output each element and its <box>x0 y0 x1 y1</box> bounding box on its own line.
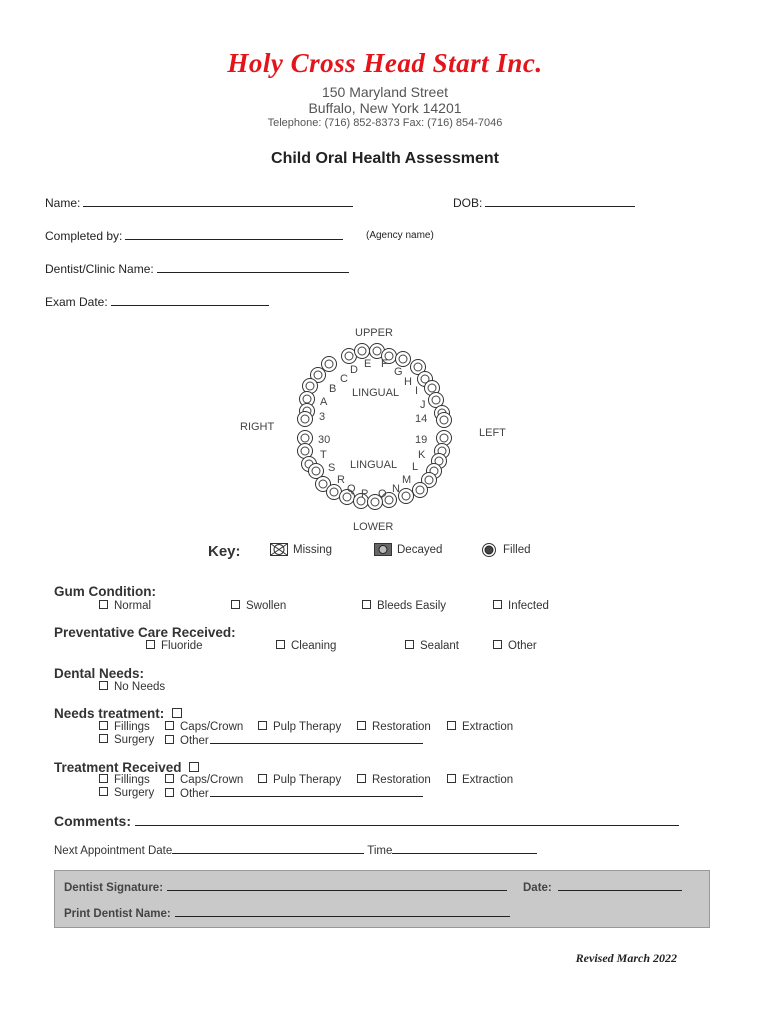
checkbox[interactable] <box>99 681 108 690</box>
tr-other-line[interactable] <box>210 787 423 797</box>
tr-fillings-option[interactable]: Fillings <box>99 774 150 786</box>
gum-swollen-option[interactable]: Swollen <box>231 600 286 612</box>
exam-date-label: Exam Date: <box>45 295 108 309</box>
nt-other-line[interactable] <box>210 734 423 744</box>
dob-label: DOB: <box>453 196 483 210</box>
dentist-signature-line[interactable] <box>167 880 507 891</box>
fluoride-option[interactable]: Fluoride <box>146 640 203 652</box>
dental-needs-heading: Dental Needs: <box>54 666 145 681</box>
time-label: Time <box>367 845 393 857</box>
city-address: Buffalo, New York 14201 <box>308 100 462 116</box>
tooth-label: B <box>329 383 337 395</box>
gum-bleeds-option[interactable]: Bleeds Easily <box>362 600 446 612</box>
gum-normal-option[interactable]: Normal <box>99 600 151 612</box>
filled-icon <box>481 543 497 557</box>
checkbox[interactable] <box>276 640 285 649</box>
nt-fillings-option[interactable]: Fillings <box>99 721 150 733</box>
treatment-received-checkbox[interactable] <box>189 762 199 772</box>
tr-caps-option[interactable]: Caps/Crown <box>165 774 243 786</box>
treatment-received-heading[interactable]: Treatment Received <box>54 760 205 775</box>
telephone-fax: Telephone: (716) 852-8373 Fax: (716) 854-7046 <box>267 117 503 129</box>
tooth-outer <box>437 431 452 446</box>
key-decayed-label: Decayed <box>397 544 443 556</box>
next-appointment-label: Next Appointment Date <box>54 845 173 857</box>
checkbox[interactable] <box>258 721 267 730</box>
tooth-outer <box>396 352 411 367</box>
checkbox[interactable] <box>165 788 174 797</box>
completed-by-label: Completed by: <box>45 229 123 243</box>
key-title: Key: <box>208 543 241 560</box>
checkbox[interactable] <box>99 734 108 743</box>
page-title: Child Oral Health Assessment <box>271 150 499 167</box>
completed-by-line[interactable] <box>125 228 343 240</box>
gum-condition-heading: Gum Condition: <box>54 584 156 599</box>
exam-date-field[interactable] <box>45 294 269 309</box>
tooth-label: F <box>381 358 388 370</box>
tooth-label: Q <box>347 483 356 495</box>
tooth-label: P <box>361 488 369 500</box>
dentist-signature-label: Dentist Signature: <box>64 882 164 894</box>
no-needs-option[interactable]: No Needs <box>99 681 165 693</box>
chart-lingual-lower-label: LINGUAL <box>350 459 398 471</box>
tooth-label: K <box>418 449 426 461</box>
nt-restoration-option[interactable]: Restoration <box>357 721 431 733</box>
nt-extraction-option[interactable]: Extraction <box>447 721 513 733</box>
missing-icon <box>270 543 288 556</box>
chart-lower-label: LOWER <box>353 521 394 533</box>
dentist-clinic-label: Dentist/Clinic Name: <box>45 262 154 276</box>
tooth-outer <box>413 483 428 498</box>
street-address: 150 Maryland Street <box>321 84 449 100</box>
checkbox[interactable] <box>99 721 108 730</box>
checkbox[interactable] <box>493 600 502 609</box>
agency-note: (Agency name) <box>366 230 434 241</box>
checkbox[interactable] <box>362 600 371 609</box>
signature-date-label: Date: <box>523 882 552 894</box>
dob-line[interactable] <box>485 195 635 207</box>
tooth-label: 19 <box>415 434 428 446</box>
key-filled-label: Filled <box>503 544 531 556</box>
checkbox[interactable] <box>258 774 267 783</box>
nt-surgery-option[interactable]: Surgery <box>99 734 154 746</box>
checkbox[interactable] <box>99 774 108 783</box>
tooth-label: 14 <box>415 413 428 425</box>
checkbox[interactable] <box>99 787 108 796</box>
print-dentist-name-label: Print Dentist Name: <box>64 908 171 920</box>
tooth-outer <box>298 412 313 427</box>
exam-date-line[interactable] <box>111 294 269 306</box>
tooth-outer <box>399 489 414 504</box>
dob-field[interactable] <box>453 195 635 210</box>
tooth-chart <box>0 320 770 540</box>
tooth-label: O <box>378 488 387 500</box>
tr-restoration-option[interactable]: Restoration <box>357 774 431 786</box>
nt-pulp-option[interactable]: Pulp Therapy <box>258 721 341 733</box>
checkbox[interactable] <box>165 721 174 730</box>
dentist-clinic-line[interactable] <box>157 261 349 273</box>
print-dentist-name-field[interactable] <box>64 906 510 920</box>
chart-right-label: RIGHT <box>240 421 275 433</box>
tooth-label: L <box>412 461 419 473</box>
nt-caps-option[interactable]: Caps/Crown <box>165 721 243 733</box>
chart-upper-label: UPPER <box>355 327 393 339</box>
tooth-label: R <box>337 474 345 486</box>
needs-treatment-heading[interactable]: Needs treatment: <box>54 706 188 721</box>
tooth-label: 30 <box>318 434 331 446</box>
name-field[interactable] <box>45 195 353 210</box>
tooth-outer <box>322 357 337 372</box>
checkbox[interactable] <box>493 640 502 649</box>
needs-treatment-checkbox[interactable] <box>172 708 182 718</box>
tooth-label: E <box>364 358 372 370</box>
comments-label: Comments: <box>54 813 132 829</box>
checkbox[interactable] <box>231 600 240 609</box>
tooth-label: G <box>394 366 403 378</box>
tooth-label: 3 <box>319 411 326 423</box>
chart-left-label: LEFT <box>479 427 506 439</box>
sealant-option[interactable]: Sealant <box>405 640 459 652</box>
other-preventative-option[interactable]: Other <box>493 640 537 652</box>
print-dentist-name-line[interactable] <box>175 906 510 917</box>
checkbox[interactable] <box>447 774 456 783</box>
tooth-label: A <box>320 396 328 408</box>
revised-date: Revised March 2022 <box>575 951 677 965</box>
tooth-label: N <box>392 483 400 495</box>
nt-other-option[interactable]: Other <box>165 734 423 747</box>
checkbox[interactable] <box>357 774 366 783</box>
checkbox[interactable] <box>447 721 456 730</box>
tr-surgery-option[interactable]: Surgery <box>99 787 154 799</box>
decayed-icon <box>374 543 392 556</box>
next-appointment-field[interactable] <box>54 843 537 857</box>
dentist-signature-field[interactable] <box>64 880 507 894</box>
time-line[interactable] <box>392 843 537 854</box>
tr-extraction-option[interactable]: Extraction <box>447 774 513 786</box>
tooth-outer <box>355 344 370 359</box>
comments-line[interactable] <box>135 813 679 826</box>
signature-date-line[interactable] <box>558 880 682 891</box>
tooth-label: C <box>340 373 348 385</box>
tooth-label: H <box>404 376 412 388</box>
dentist-clinic-field[interactable] <box>45 261 349 276</box>
tr-pulp-option[interactable]: Pulp Therapy <box>258 774 341 786</box>
checkbox[interactable] <box>357 721 366 730</box>
tr-other-option[interactable]: Other <box>165 787 423 800</box>
comments-field[interactable] <box>54 813 679 829</box>
gum-infected-option[interactable]: Infected <box>493 600 549 612</box>
name-line[interactable] <box>83 195 353 207</box>
completed-by-field[interactable] <box>45 228 343 243</box>
checkbox[interactable] <box>99 600 108 609</box>
tooth-label: S <box>328 462 336 474</box>
tooth-label: I <box>415 385 419 397</box>
tooth-label: D <box>350 364 358 376</box>
checkbox[interactable] <box>165 735 174 744</box>
organization-name: Holy Cross Head Start Inc. <box>227 48 543 78</box>
key-missing-label: Missing <box>293 544 332 556</box>
checkbox[interactable] <box>146 640 155 649</box>
name-label: Name: <box>45 196 81 210</box>
cleaning-option[interactable]: Cleaning <box>276 640 336 652</box>
chart-lingual-upper-label: LINGUAL <box>352 387 400 399</box>
tooth-label: T <box>320 449 327 461</box>
checkbox[interactable] <box>405 640 414 649</box>
tooth-outer <box>437 413 452 428</box>
tooth-outer <box>303 379 318 394</box>
tooth-label: M <box>402 474 412 486</box>
teeth-group <box>298 344 452 510</box>
tooth-label: J <box>420 399 426 411</box>
next-appointment-line[interactable] <box>172 843 364 854</box>
signature-date-field[interactable] <box>523 880 682 894</box>
preventative-heading: Preventative Care Received: <box>54 625 236 640</box>
checkbox[interactable] <box>165 774 174 783</box>
